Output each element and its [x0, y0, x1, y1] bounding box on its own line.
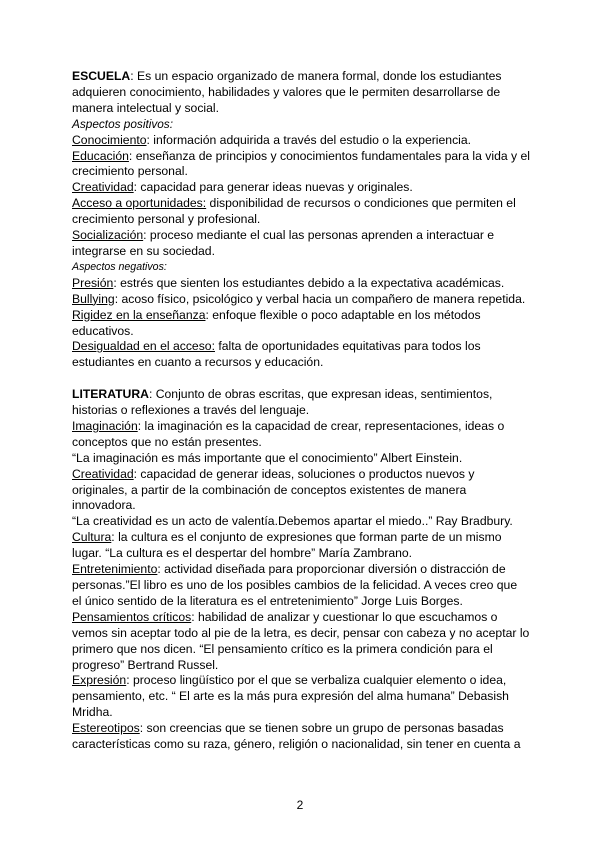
term-entry [72, 228, 540, 244]
term-description-continuation: primero que nos dicen. “El pensamiento crítico es la primera condición para el [72, 641, 493, 656]
escuela-definition-continuation: adquieren conocimiento, habilidades y valores que le permiten desarrollarse de [72, 84, 501, 99]
escuela-title: ESCUELA [72, 69, 131, 83]
term-description-continuation: crecimiento personal. [72, 164, 188, 179]
term-label: Expresión [72, 673, 127, 688]
term-description-continuation: estudiantes en cuanto a recursos y educación. [72, 355, 324, 370]
term-entry [72, 419, 540, 435]
term-description: : la imaginación es la capacidad de crear, representaciones, ideas o [137, 418, 505, 433]
term-label: Estereotipos [72, 721, 140, 736]
term-description: falta de oportunidades equitativas para todos los [214, 339, 481, 354]
term-label: Cultura [72, 530, 112, 545]
page-number: 2 [296, 798, 304, 812]
term-description-continuation: lugar. “La cultura es el despertar del hombre” María Zambrano. [72, 546, 413, 561]
term-description: : enseñanza de principios y conocimientos fundamentales para la vida y el [128, 148, 530, 163]
term-description: : acoso físico, psicológico y verbal hacia un compañero de manera repetida. [114, 291, 526, 306]
term-description: : proceso lingüístico por el que se verbaliza cualquier elemento o idea, [126, 673, 507, 688]
term-description: : capacidad para generar ideas nuevas y originales. [133, 180, 413, 195]
negative-aspects-heading: Aspectos negativos: [72, 260, 167, 273]
term-entry [72, 339, 540, 355]
literatura-definition-line [72, 387, 540, 403]
term-label: Desigualdad en el acceso: [72, 339, 215, 354]
term-description: : habilidad de analizar y cuestionar lo que escuchamos o [191, 609, 498, 624]
term-entry [72, 610, 540, 626]
term-entry [72, 467, 540, 483]
term-entry [72, 133, 540, 149]
term-description: : actividad diseñada para proporcionar diversión o distracción de [157, 562, 506, 577]
term-label: Creatividad [72, 466, 134, 481]
term-label: Rigidez en la enseñanza [72, 307, 206, 322]
term-description-continuation: progreso” Bertrand Russel. [72, 657, 219, 672]
escuela-definition-text: : Es un espacio organizado de manera formal, donde los estudiantes [130, 69, 502, 83]
term-description-continuation: pensamiento, etc. “ El arte es la más pura expresión del alma humana” Debasish [72, 689, 509, 704]
term-description-continuation: vemos sin aceptar todo al pie de la letra, es decir, pensar con cabeza y no aceptar lo [72, 625, 530, 640]
term-description: : enfoque flexible o poco adaptable en los métodos [205, 307, 481, 322]
term-description-continuation: “La creatividad es un acto de valentía.Debemos apartar el miedo..” Ray Bradbury. [72, 514, 513, 529]
term-description: : la cultura es el conjunto de expresiones que forman parte de un mismo [111, 530, 502, 545]
term-description-continuation: personas.”El libro es uno de los posibles cambios de la felicidad. A veces creo que [72, 577, 518, 592]
term-entry [72, 562, 540, 578]
term-description: : capacidad de generar ideas, soluciones o productos nuevos y [133, 466, 475, 481]
literatura-title: LITERATURA [72, 387, 149, 402]
term-label: Imaginación [72, 418, 138, 433]
term-description-continuation: educativos. [72, 323, 134, 338]
page-content [72, 69, 540, 753]
positive-aspects-heading: Aspectos positivos: [72, 116, 173, 131]
term-description: : son creencias que se tienen sobre un grupo de personas basadas [139, 721, 504, 736]
term-label: Pensamientos críticos [72, 609, 192, 624]
literatura-definition-text: : Conjunto de obras escritas, que expresan ideas, sentimientos, [148, 387, 493, 402]
literatura-definition-continuation: historias o reflexiones a través del lenguaje. [72, 403, 310, 418]
escuela-definition-line [72, 69, 540, 85]
term-label: Educación [72, 148, 129, 163]
term-description-continuation: conceptos que no están presentes. [72, 434, 262, 449]
term-description-continuation: crecimiento personal y profesional. [72, 212, 261, 227]
term-entry [72, 721, 540, 737]
term-entry [72, 292, 540, 308]
term-entry [72, 180, 540, 196]
term-description-continuation: características como su raza, género, religión o nacionalidad, sin tener en cuenta a [72, 737, 521, 752]
term-label: Presión [72, 275, 114, 290]
term-label: Bullying [72, 291, 115, 306]
section-gap [72, 371, 540, 387]
term-description: : estrés que sienten los estudiantes debido a la expectativa académicas. [113, 275, 505, 290]
term-label: Acceso a oportunidades: [72, 196, 207, 211]
term-label: Socialización [72, 228, 144, 243]
term-entry [72, 196, 540, 212]
term-description-continuation: originales, a partir de la combinación de conceptos existentes de manera [72, 482, 467, 497]
escuela-definition-continuation: manera intelectual y social. [72, 100, 219, 115]
term-entry [72, 308, 540, 324]
term-label: Entretenimiento [72, 562, 158, 577]
term-label: Creatividad [72, 180, 134, 195]
term-description-continuation: Mridha. [72, 705, 113, 720]
term-description: : información adquirida a través del estudio o la experiencia. [146, 132, 472, 147]
term-entry [72, 530, 540, 546]
term-description: : proceso mediante el cual las personas aprenden a interactuar e [143, 228, 495, 243]
term-description-continuation: integrarse en su sociedad. [72, 243, 215, 258]
term-entry [72, 673, 540, 689]
term-description-continuation: “La imaginación es más importante que el conocimiento” Albert Einstein. [72, 450, 463, 465]
term-description-continuation: innovadora. [72, 498, 136, 513]
term-label: Conocimiento [72, 132, 147, 147]
term-entry [72, 276, 540, 292]
term-description-continuation: el único sentido de la literatura es el entretenimiento” Jorge Luis Borges. [72, 593, 463, 608]
term-description: disponibilidad de recursos o condiciones que permiten el [206, 196, 516, 211]
term-entry [72, 149, 540, 165]
